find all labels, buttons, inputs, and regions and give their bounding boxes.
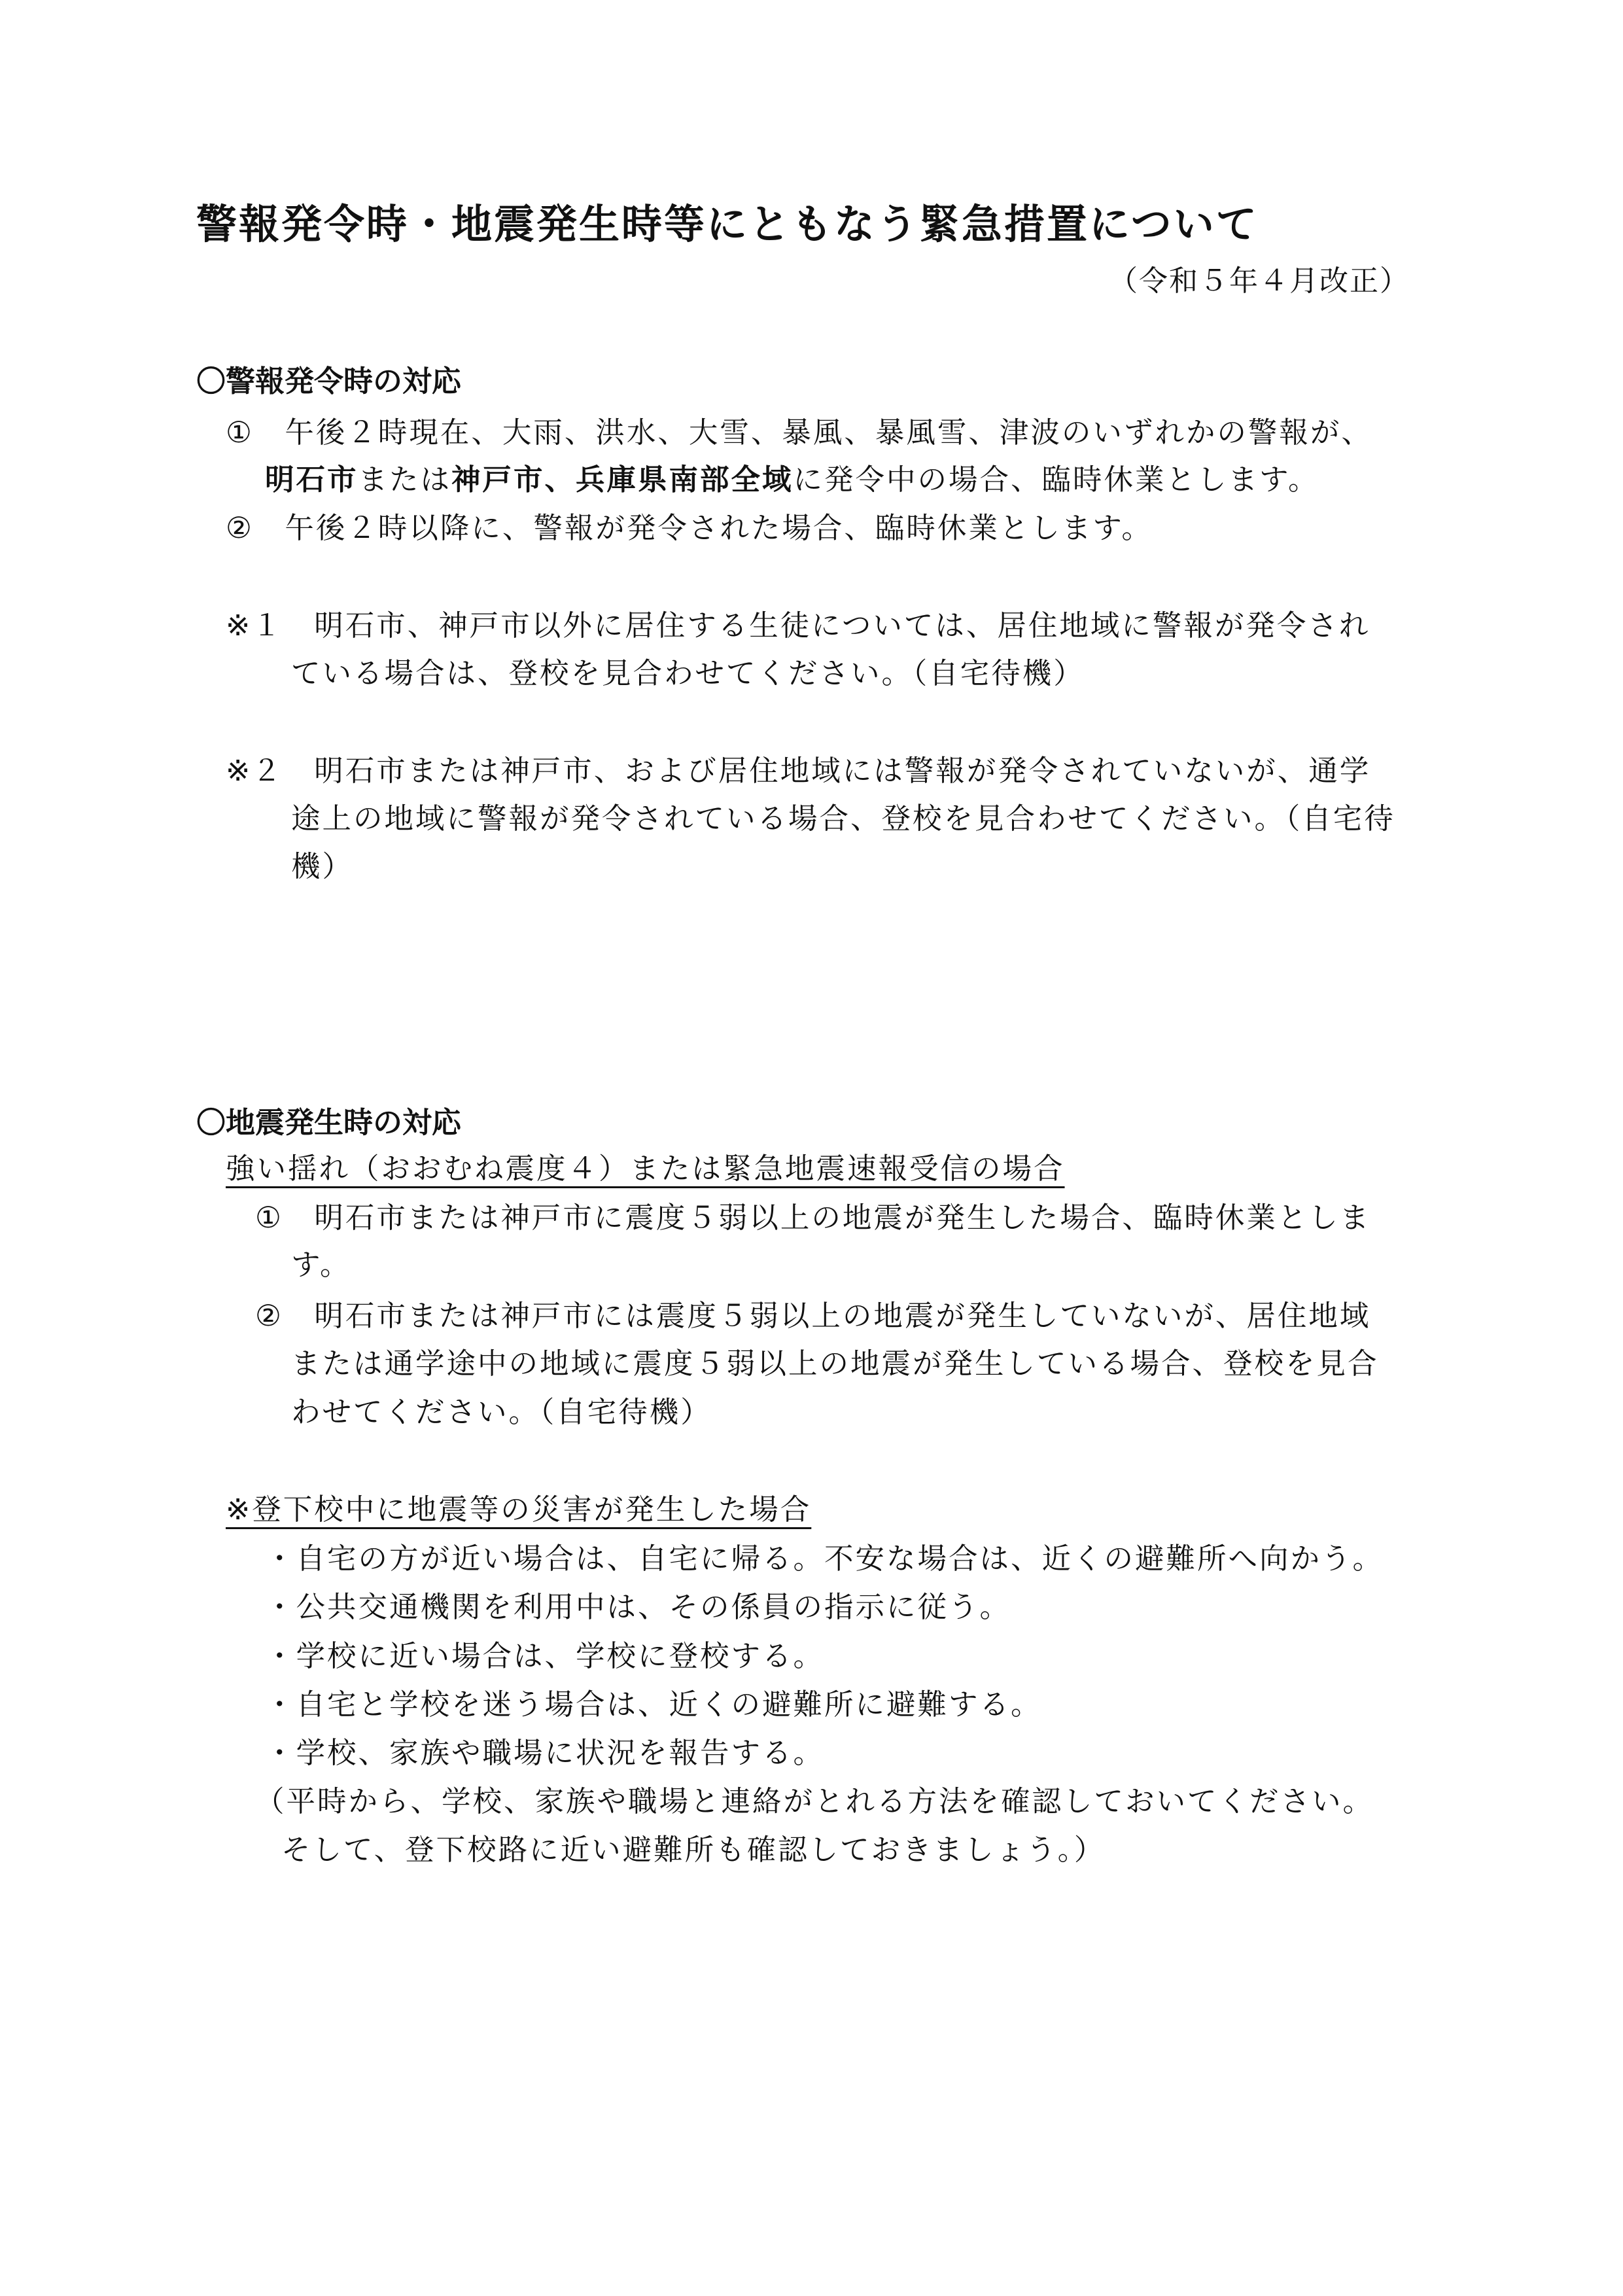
earthquake-item-2-line-1: ② 明石市または神戸市には震度５弱以上の地震が発生していないが、居住地域 <box>255 1299 1371 1333</box>
warning-note-2-line-3: 機） <box>291 850 354 883</box>
warning-item-1-plain-or: または <box>358 463 452 497</box>
warning-item-1-line-2 <box>265 463 1319 497</box>
warning-note-1-line-1: ※１ 明石市、神戸市以外に居住する生徒については、居住地域に警報が発令され <box>226 609 1370 643</box>
warning-item-1-plain-rest: に発令中の場合、臨時休業とします。 <box>793 463 1319 497</box>
commute-bullet: ・自宅の方が近い場合は、自宅に帰る。不安な場合は、近くの避難所へ向かう。 <box>265 1542 1384 1576</box>
warning-note-1-line-2: ている場合は、登校を見合わせてください。（自宅待機） <box>291 657 1085 690</box>
earthquake-item-1-line-1: ① 明石市または神戸市に震度５弱以上の地震が発生した場合、臨時休業としま <box>255 1201 1371 1235</box>
revision-note: （令和５年４月改正） <box>1109 264 1410 298</box>
warning-item-1-line-1: ① 午後２時現在、大雨、洪水、大雪、暴風、暴風雪、津波のいずれかの警報が、 <box>226 416 1372 450</box>
earthquake-subheading: 強い揺れ（おおむね震度４）または緊急地震速報受信の場合 <box>226 1152 1065 1186</box>
document-title: 警報発令時・地震発生時等にともなう緊急措置について <box>196 200 1259 248</box>
commute-note-line-1: （平時から、学校、家族や職場と連絡がとれる方法を確認しておいてください。 <box>255 1785 1374 1818</box>
earthquake-item-2-line-2: または通学途中の地域に震度５弱以上の地震が発生している場合、登校を見合 <box>291 1347 1379 1381</box>
commute-heading: ※登下校中に地震等の災害が発生した場合 <box>226 1493 812 1527</box>
warning-item-1-bold-kobe: 神戸市、兵庫県南部全域 <box>451 463 794 497</box>
commute-note-line-2: そして、登下校路に近い避難所も確認しておきましょう。） <box>281 1833 1106 1867</box>
commute-bullet: ・学校に近い場合は、学校に登校する。 <box>265 1640 825 1673</box>
earthquake-section-heading: 〇地震発生時の対応 <box>196 1105 462 1140</box>
earthquake-item-1-line-2: す。 <box>291 1248 351 1282</box>
warning-item-1-bold-akashi: 明石市 <box>265 463 358 497</box>
commute-bullet: ・学校、家族や職場に状況を報告する。 <box>265 1737 825 1770</box>
warning-note-2-line-2: 途上の地域に警報が発令されている場合、登校を見合わせてください。（自宅待 <box>291 802 1395 836</box>
warning-note-2-line-1: ※２ 明石市または神戸市、および居住地域には警報が発令されていないが、通学 <box>226 754 1371 788</box>
warning-section-heading: 〇警報発令時の対応 <box>196 364 462 398</box>
earthquake-item-2-line-3: わせてください。（自宅待機） <box>291 1396 712 1429</box>
commute-bullet: ・公共交通機関を利用中は、その係員の指示に従う。 <box>265 1591 1011 1624</box>
commute-bullet: ・自宅と学校を迷う場合は、近くの避難所に避難する。 <box>265 1688 1042 1722</box>
warning-item-2: ② 午後２時以降に、警報が発令された場合、臨時休業とします。 <box>226 512 1153 545</box>
